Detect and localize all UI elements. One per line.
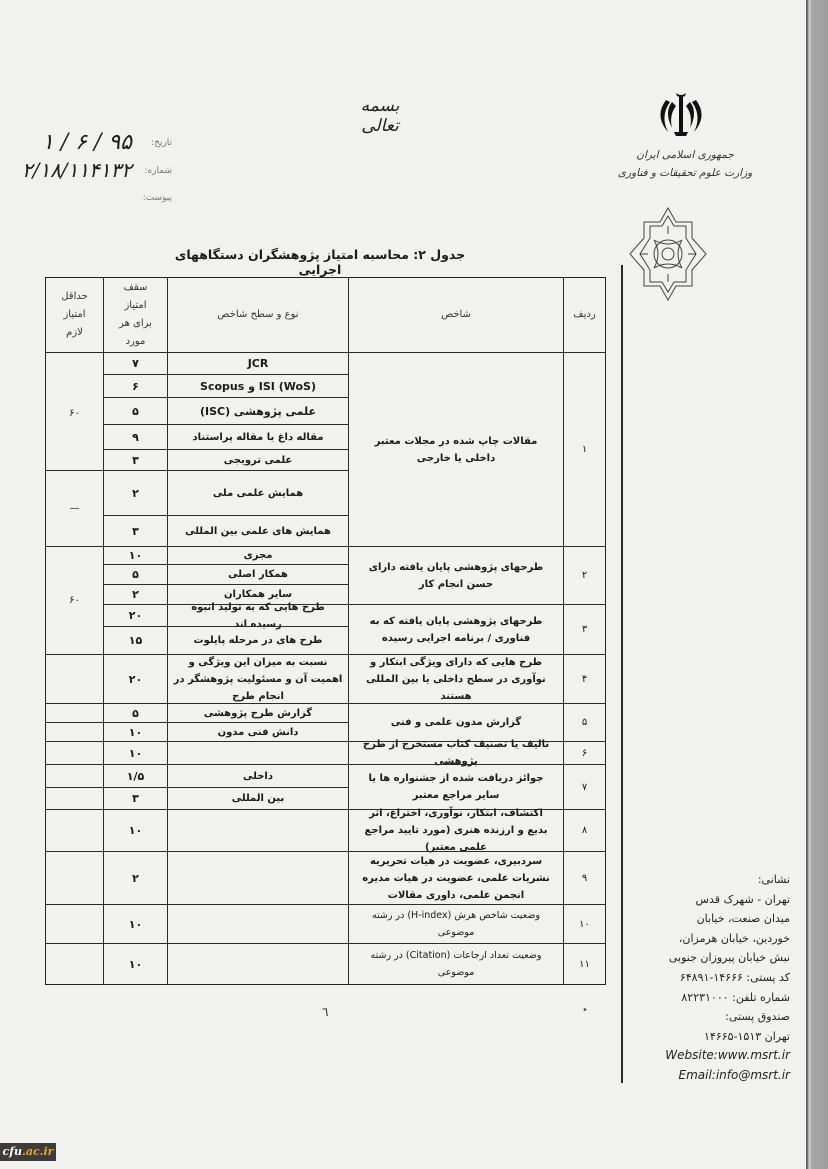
type-cell: ISI (WoS) و Scopus <box>167 374 349 398</box>
min-score-group: ۶۰ <box>45 546 104 655</box>
po-box: تهران ۱۵۱۳-۱۴۶۶۵ <box>703 1029 790 1043</box>
indicator-cell: وضعیت تعداد ارجاعات (Citation) در رشته موضوعی <box>348 943 564 985</box>
attachment-label: پیوست: <box>142 193 172 203</box>
indicator-cell: طرحهای پژوهشی پایان یافته دارای حسن انجام کار <box>348 546 564 605</box>
column-header-indicator: شاخص <box>348 277 564 353</box>
type-cell: مجری <box>167 546 349 565</box>
postal-code: کد پستی: ۱۴۶۶۶-۶۴۸۹۱ <box>679 970 790 984</box>
min-score-empty <box>45 654 104 704</box>
ornament-icon <box>620 206 716 302</box>
indicator-cell: وضعیت شاخص هرش (H-index) در رشته موضوعی <box>348 904 564 944</box>
score-cell: ۳ <box>103 449 168 471</box>
type-cell: سایر همکاران <box>167 584 349 605</box>
indicator-cell: جوائز دریافت شده از جشنواره ها یا سایر مراجع معتبر <box>348 764 564 810</box>
score-cell: ۲ <box>103 470 168 516</box>
watermark-badge[interactable] <box>0 1143 56 1161</box>
score-cell: ۳ <box>103 787 168 810</box>
score-cell: ۵ <box>103 564 168 585</box>
type-cell: بین المللی <box>167 787 349 810</box>
row-number: ۲ <box>563 546 606 605</box>
row-number: ۵ <box>563 703 606 742</box>
attachment-field <box>12 193 172 203</box>
watermark-text-b: .ac.ir <box>21 1145 54 1158</box>
national-emblem-icon <box>658 92 704 140</box>
number-field <box>12 158 172 182</box>
type-cell: دانش فنی مدون <box>167 722 349 742</box>
score-cell: ۱/۵ <box>103 764 168 788</box>
indicator-cell: سردبیری، عضویت در هیات تحریریه نشریات علمی، عضویت در هیات مدیره انجمن علمی، داوری مقالات <box>348 851 564 905</box>
address-line: تهران - شهرک قدس <box>695 892 790 906</box>
column-header-type-level: نوع و سطح شاخص <box>167 277 349 353</box>
score-cell: ۲ <box>103 584 168 605</box>
type-cell-empty <box>167 943 349 985</box>
type-cell: همایش های علمی بین المللی <box>167 515 349 547</box>
bismillah-heading: بسمه تعالی <box>360 96 400 136</box>
type-cell: داخلی <box>167 764 349 788</box>
score-cell: ۶ <box>103 374 168 398</box>
min-score-empty <box>45 904 104 944</box>
column-header-max-score: سقف امتیاز برای هر مورد <box>103 277 168 353</box>
address-line: نبش خیابان پیروزان جنوبی <box>668 951 790 965</box>
score-cell: ۱۰ <box>103 741 168 765</box>
score-cell: ۱۰ <box>103 809 168 852</box>
row-number: ۸ <box>563 809 606 852</box>
watermark-text-a: cfu <box>2 1145 22 1158</box>
type-cell: طرح هایی که به تولید انبوه رسیده اند <box>167 604 349 627</box>
number-label: شماره: <box>144 166 172 176</box>
address-line: خوردین، خیابان هرمزان، <box>678 931 790 945</box>
phone-number: شماره تلفن: ۸۲۲۳۱۰۰۰ <box>681 990 790 1004</box>
type-cell-empty <box>167 851 349 905</box>
min-score-empty <box>45 809 104 852</box>
indicator-cell: طرح هایی که دارای ویژگی ابتکار و نوآوری در سطح داخلی یا بین المللی هستند <box>348 654 564 704</box>
margin-divider <box>621 265 623 1083</box>
type-cell: نسبت به میزان این ویژگی و اهمیت آن و مسئولیت پژوهشگر در انجام طرح <box>167 654 349 704</box>
date-field <box>12 130 172 155</box>
address-block <box>632 870 790 1086</box>
row-number: ۷ <box>563 764 606 810</box>
row-number: ۶ <box>563 741 606 765</box>
address-label: نشانی: <box>757 873 790 886</box>
score-cell: ۹ <box>103 424 168 450</box>
column-header-min-required: حداقل امتیاز لازم <box>45 277 104 353</box>
website-link[interactable]: Website:www.msrt.ir <box>665 1048 790 1063</box>
row-number: ۱۰ <box>563 904 606 944</box>
indicator-cell: مقالات چاپ شده در مجلات معتبر داخلی یا خارجی <box>348 352 564 547</box>
page-number: ٦ <box>322 1005 329 1019</box>
indicator-cell: گزارش مدون علمی و فنی <box>348 703 564 742</box>
column-header-row-no: ردیف <box>563 277 606 353</box>
min-score-empty <box>45 764 104 788</box>
min-score-empty <box>45 943 104 985</box>
ministry-line: وزارت علوم تحقیقات و فناوری <box>617 167 753 179</box>
score-cell: ۲ <box>103 851 168 905</box>
row-number: ۱۱ <box>563 943 606 985</box>
type-cell-empty <box>167 809 349 852</box>
min-score-empty <box>45 851 104 905</box>
republic-line: جمهوری اسلامی ایران <box>636 149 734 161</box>
type-cell-empty <box>167 741 349 765</box>
score-cell: ۵ <box>103 703 168 723</box>
score-cell: ۲۰ <box>103 654 168 704</box>
min-score-empty <box>45 787 104 810</box>
min-score-empty <box>45 703 104 723</box>
score-cell: ۱۰ <box>103 904 168 944</box>
po-box-label: صندوق پستی: <box>725 1010 790 1024</box>
type-cell: مقاله داغ یا مقاله پراستناد <box>167 424 349 450</box>
type-cell: همایش علمی ملی <box>167 470 349 516</box>
score-cell: ۷ <box>103 352 168 375</box>
score-cell: ۲۰ <box>103 604 168 627</box>
row-number: ۳ <box>563 604 606 655</box>
type-cell: علمی پژوهشی (ISC) <box>167 397 349 425</box>
address-line: میدان صنعت، خیابان <box>696 912 790 926</box>
score-cell: ۱۰ <box>103 546 168 565</box>
date-value: ۱ / ۶ / ۹۵ <box>41 130 132 155</box>
email-link[interactable]: Email:info@msrt.ir <box>678 1067 790 1082</box>
date-label: تاریخ: <box>151 138 172 148</box>
type-cell: همکار اصلی <box>167 564 349 585</box>
indicator-cell: اکتشاف، ابتکار، نوآوری، اختراع، اثر بدیع و ارزنده هنری (مورد تایید مراجع علمی معتبر) <box>348 809 564 852</box>
indicator-cell: طرحهای پژوهشی پایان یافته که به فناوری / برنامه اجرایی رسیده <box>348 604 564 655</box>
type-cell: گزارش طرح پژوهشی <box>167 703 349 723</box>
ministry-block <box>610 146 760 182</box>
score-cell: ۵ <box>103 397 168 425</box>
min-score-group: ۶۰ <box>45 352 104 471</box>
min-score-group: — <box>45 470 104 547</box>
score-cell: ۱۰ <box>103 722 168 742</box>
table-title: جدول ۲: محاسبه امتیاز پژوهشگران دستگاههای اجرایی <box>174 247 466 277</box>
min-score-empty <box>45 722 104 742</box>
footer-dot: • <box>582 1005 588 1016</box>
score-cell: ۱۰ <box>103 943 168 985</box>
type-cell-empty <box>167 904 349 944</box>
scan-edge-shadow <box>806 0 828 1169</box>
row-number: ۴ <box>563 654 606 704</box>
row-number: ۱ <box>563 352 606 547</box>
score-cell: ۱۵ <box>103 626 168 655</box>
type-cell: علمی ترویجی <box>167 449 349 471</box>
score-cell: ۳ <box>103 515 168 547</box>
min-score-empty <box>45 741 104 765</box>
indicator-cell: تالیف یا تصنیف کتاب مستخرج از طرح پژوهشی <box>348 741 564 765</box>
type-cell: طرح های در مرحله پایلوت <box>167 626 349 655</box>
number-value: ۲/۱۸/۱۱۴۱۳۲ <box>21 158 132 182</box>
row-number: ۹ <box>563 851 606 905</box>
type-cell: JCR <box>167 352 349 375</box>
